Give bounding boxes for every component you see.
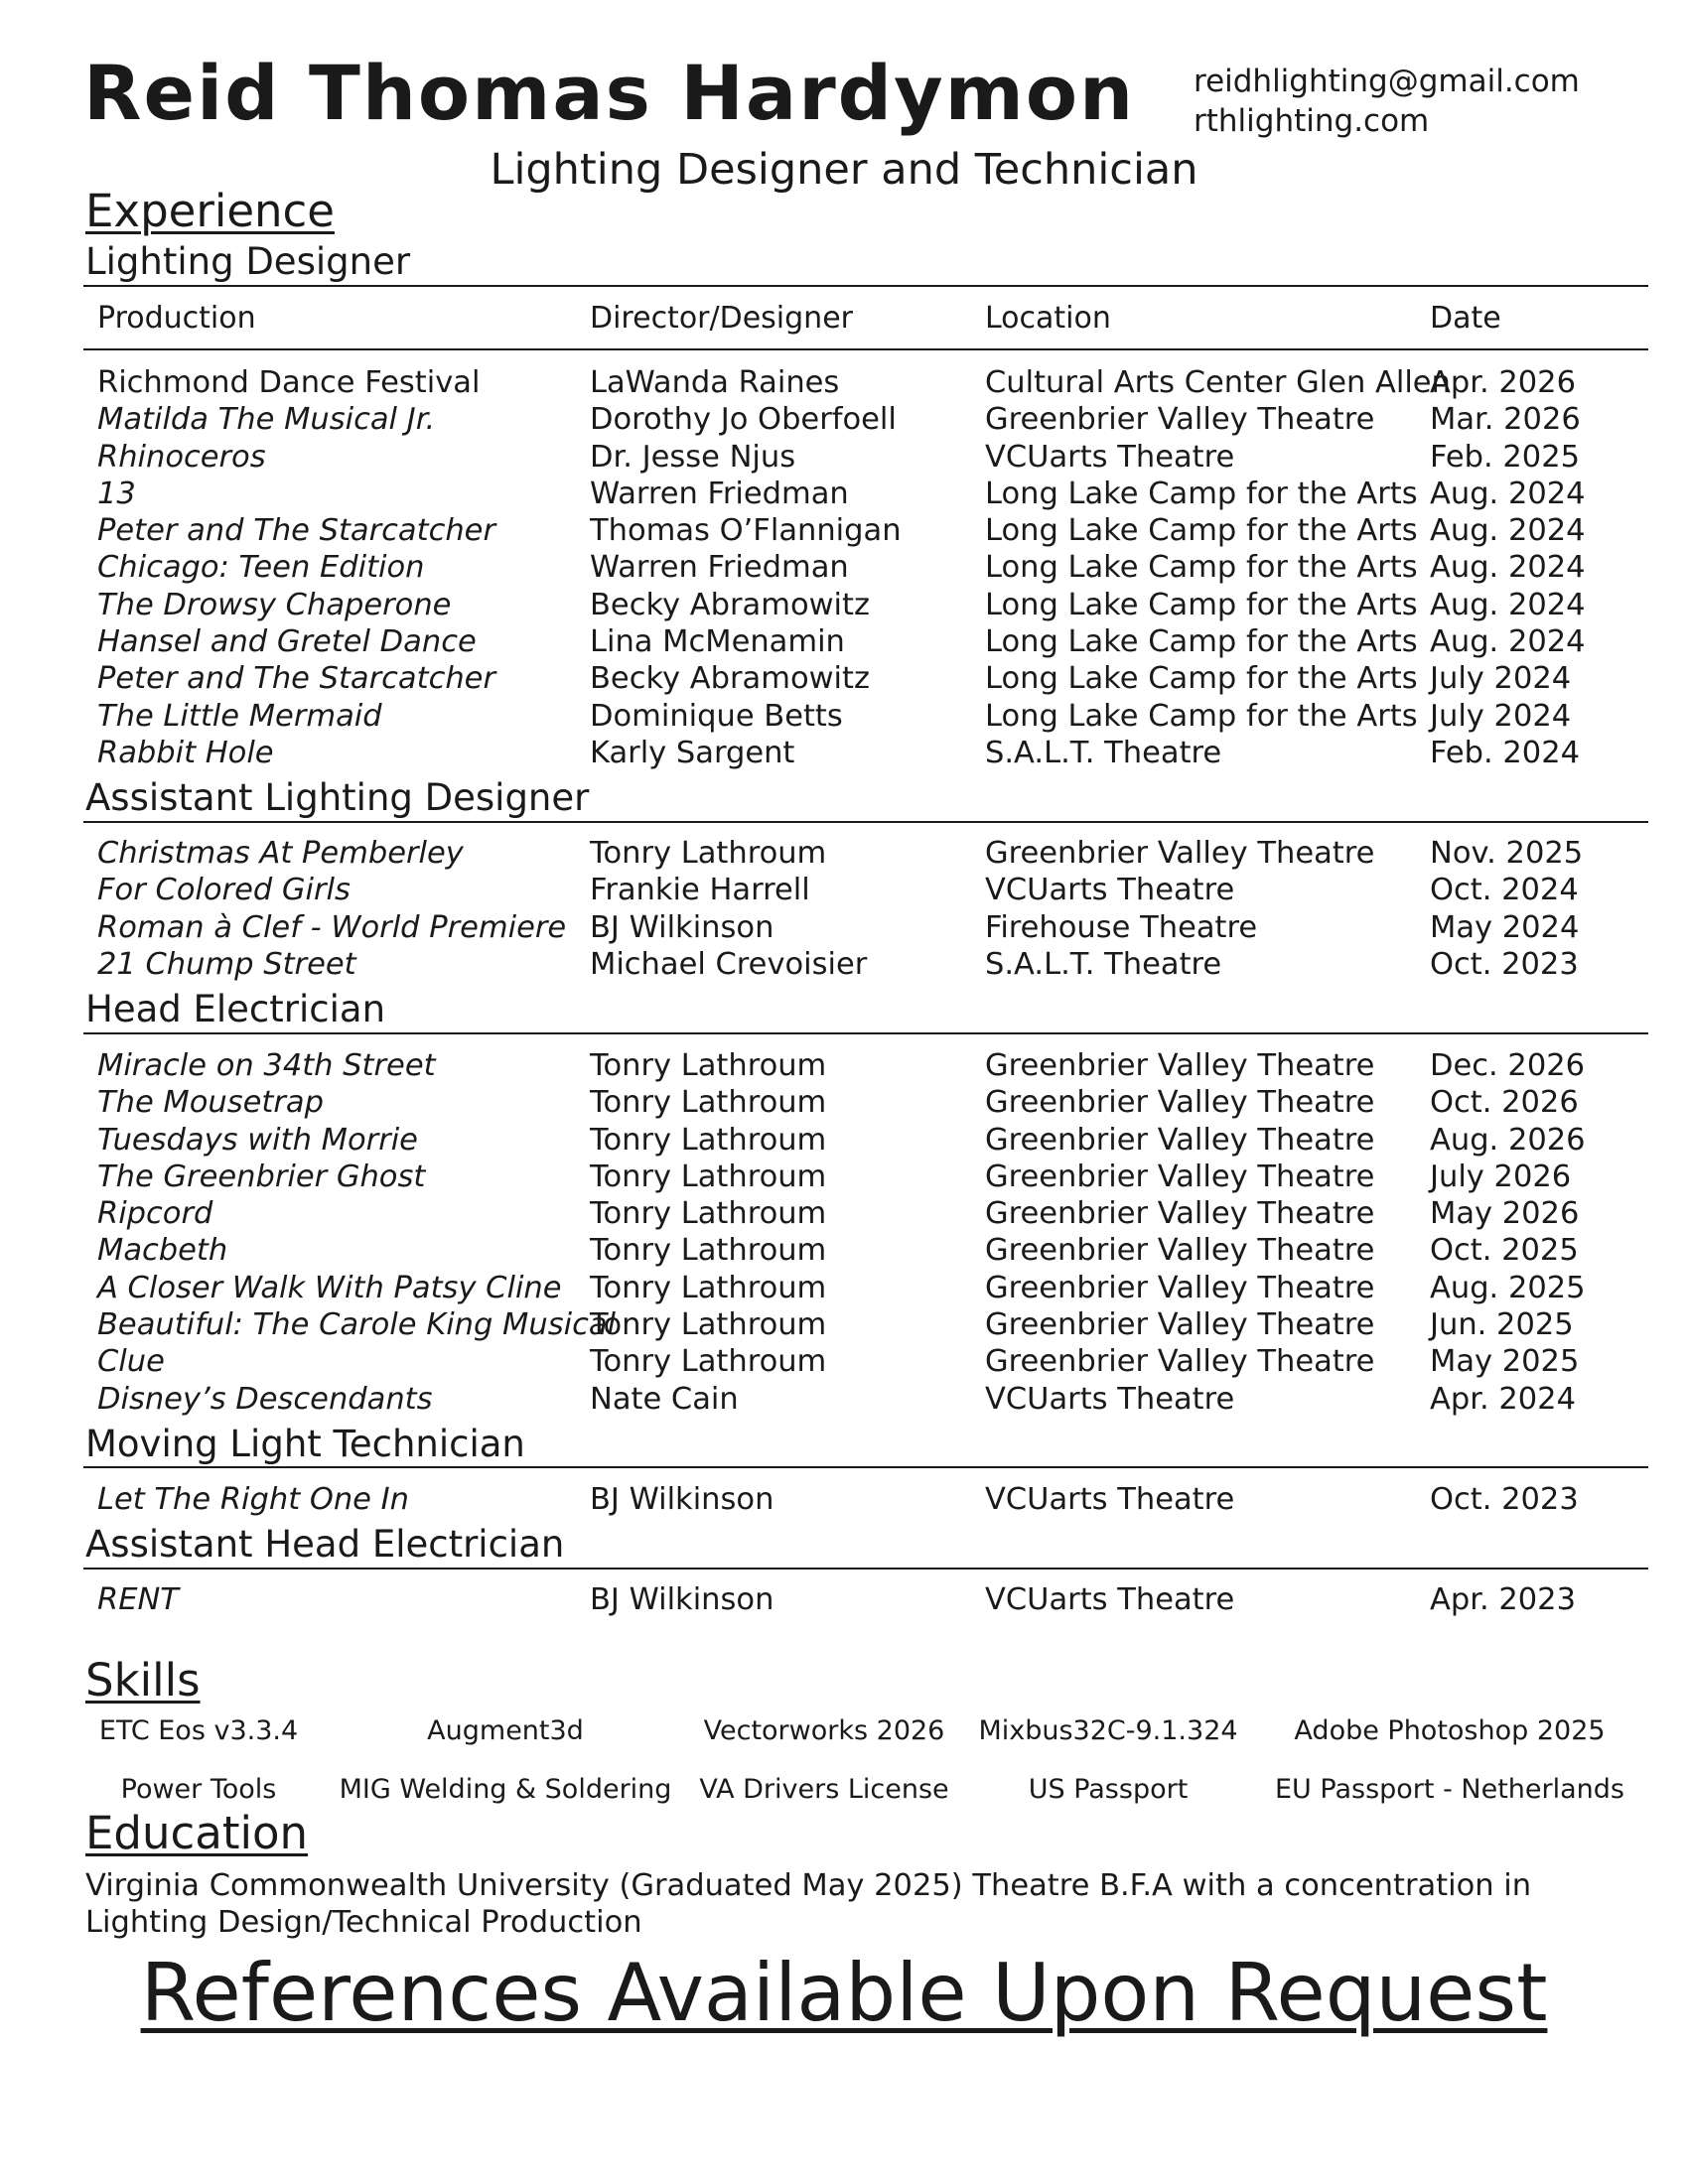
location-cell: Greenbrier Valley Theatre [985, 1159, 1375, 1194]
production-cell: Richmond Dance Festival [97, 365, 481, 400]
table-row [0, 1270, 1688, 1306]
production-cell: The Little Mermaid [97, 698, 382, 734]
director-cell: LaWanda Raines [590, 365, 840, 400]
date-cell: Aug. 2026 [1430, 1122, 1586, 1158]
date-cell: Oct. 2026 [1430, 1085, 1579, 1121]
location-cell: Greenbrier Valley Theatre [985, 1085, 1375, 1121]
column-header-location: Location [985, 301, 1111, 336]
table-row [0, 660, 1688, 697]
table-row [0, 735, 1688, 771]
director-cell: Lina McMenamin [590, 624, 845, 660]
column-header-production: Production [97, 301, 256, 336]
section-title-moving-light-technician: Moving Light Technician [85, 1423, 525, 1465]
date-cell: July 2024 [1430, 698, 1572, 734]
director-cell: Warren Friedman [590, 550, 849, 586]
production-cell: The Greenbrier Ghost [97, 1159, 426, 1194]
table-row [0, 476, 1688, 512]
references-line [0, 1944, 1688, 2043]
date-cell: Dec. 2026 [1430, 1048, 1586, 1083]
director-cell: Thomas O’Flannigan [590, 513, 902, 549]
production-cell: Macbeth [97, 1233, 228, 1269]
date-cell: Oct. 2023 [1430, 946, 1579, 982]
location-cell: Long Lake Camp for the Arts [985, 550, 1418, 586]
experience-heading: Experience [85, 185, 335, 237]
table-row [0, 1481, 1688, 1518]
director-cell: Tonry Lathroum [590, 1196, 827, 1232]
skill-item: Vectorworks 2026 [703, 1715, 945, 1746]
table-row [0, 1381, 1688, 1418]
table-row [0, 439, 1688, 476]
director-cell: Dorothy Jo Oberfoell [590, 402, 897, 438]
location-cell: Greenbrier Valley Theatre [985, 1270, 1375, 1305]
section-divider [83, 821, 1648, 823]
location-cell: Long Lake Camp for the Arts [985, 624, 1418, 660]
subtitle-text: Lighting Designer and Technician [490, 145, 1198, 195]
director-cell: Tonry Lathroum [590, 1048, 827, 1083]
table-row [0, 623, 1688, 660]
table-row [0, 872, 1688, 908]
location-cell: Greenbrier Valley Theatre [985, 1196, 1375, 1232]
production-cell: A Closer Walk With Patsy Cline [97, 1270, 562, 1305]
table-moving-light-technician [0, 1481, 1688, 1518]
production-cell: Rabbit Hole [97, 735, 274, 770]
table-head-electrician [0, 1047, 1688, 1418]
website-text: rthlighting.com [1194, 103, 1430, 139]
location-cell: Greenbrier Valley Theatre [985, 1048, 1375, 1083]
director-cell: BJ Wilkinson [590, 909, 774, 945]
table-row [0, 1195, 1688, 1232]
section-divider [83, 285, 1648, 287]
director-cell: Dr. Jesse Njus [590, 439, 796, 475]
production-cell: For Colored Girls [97, 873, 351, 908]
production-cell: Ripcord [97, 1196, 213, 1232]
table-lighting-designer [0, 364, 1688, 771]
date-cell: Aug. 2024 [1430, 624, 1586, 660]
section-divider [83, 1568, 1648, 1570]
skill-item: Adobe Photoshop 2025 [1294, 1715, 1606, 1746]
header-divider [83, 348, 1648, 350]
location-cell: VCUarts Theatre [985, 1381, 1235, 1417]
date-cell: Nov. 2025 [1430, 836, 1584, 871]
skill-item: Augment3d [427, 1715, 584, 1746]
production-cell: Rhinoceros [97, 439, 266, 475]
director-cell: Nate Cain [590, 1381, 739, 1417]
section-title-assistant-head-electrician: Assistant Head Electrician [85, 1523, 565, 1566]
production-cell: Hansel and Gretel Dance [97, 624, 477, 660]
references-text: References Available Upon Request [140, 1947, 1548, 2039]
director-cell: Michael Crevoisier [590, 946, 868, 982]
production-cell: Tuesdays with Morrie [97, 1122, 418, 1158]
location-cell: VCUarts Theatre [985, 873, 1235, 908]
table-row [0, 909, 1688, 946]
table-row [0, 1581, 1688, 1618]
production-cell: Roman à Clef - World Premiere [97, 909, 567, 945]
director-cell: Tonry Lathroum [590, 1307, 827, 1343]
table-row [0, 1159, 1688, 1195]
table-row [0, 1122, 1688, 1159]
location-cell: Long Lake Camp for the Arts [985, 698, 1418, 734]
table-row [0, 698, 1688, 735]
director-cell: Tonry Lathroum [590, 1344, 827, 1380]
production-cell: The Mousetrap [97, 1085, 324, 1121]
production-cell: Peter and The Starcatcher [97, 661, 495, 697]
director-cell: BJ Wilkinson [590, 1482, 774, 1517]
production-cell: 13 [97, 476, 136, 511]
director-cell: Karly Sargent [590, 735, 795, 770]
location-cell: Greenbrier Valley Theatre [985, 402, 1375, 438]
production-cell: Matilda The Musical Jr. [97, 402, 436, 438]
date-cell: Apr. 2024 [1430, 1381, 1576, 1417]
date-cell: May 2025 [1430, 1344, 1580, 1380]
date-cell: Apr. 2023 [1430, 1582, 1576, 1617]
director-cell: Frankie Harrell [590, 873, 810, 908]
location-cell: Greenbrier Valley Theatre [985, 1122, 1375, 1158]
director-cell: Becky Abramowitz [590, 587, 870, 622]
education-text: Virginia Commonwealth University (Graduated May 2025) Theatre B.F.A with a concentration in Lighting Design/Technical Production [85, 1868, 1532, 1940]
date-cell: Oct. 2023 [1430, 1482, 1579, 1517]
production-cell: RENT [97, 1582, 179, 1617]
date-cell: Aug. 2024 [1430, 550, 1586, 586]
skill-item: Power Tools [120, 1774, 277, 1805]
date-cell: Apr. 2026 [1430, 365, 1576, 400]
location-cell: Greenbrier Valley Theatre [985, 1344, 1375, 1380]
production-cell: Miracle on 34th Street [97, 1048, 436, 1083]
date-cell: May 2024 [1430, 909, 1580, 945]
location-cell: Long Lake Camp for the Arts [985, 661, 1418, 697]
director-cell: Tonry Lathroum [590, 1233, 827, 1269]
table-row [0, 1084, 1688, 1121]
table-assistant-lighting-designer [0, 835, 1688, 983]
table-row [0, 835, 1688, 872]
director-cell: Dominique Betts [590, 698, 843, 734]
skills-heading: Skills [85, 1654, 201, 1706]
table-row [0, 364, 1688, 401]
production-cell: Peter and The Starcatcher [97, 513, 495, 549]
production-cell: Christmas At Pemberley [97, 836, 464, 871]
location-cell: S.A.L.T. Theatre [985, 946, 1222, 982]
date-cell: Aug. 2024 [1430, 476, 1586, 511]
location-cell: Firehouse Theatre [985, 909, 1258, 945]
section-divider [83, 1466, 1648, 1468]
table-assistant-head-electrician [0, 1581, 1688, 1618]
table-row [0, 512, 1688, 549]
date-cell: Aug. 2024 [1430, 587, 1586, 622]
location-cell: Greenbrier Valley Theatre [985, 1233, 1375, 1269]
location-cell: VCUarts Theatre [985, 1482, 1235, 1517]
date-cell: Feb. 2024 [1430, 735, 1581, 770]
column-header-date: Date [1430, 301, 1501, 336]
table-row [0, 401, 1688, 438]
location-cell: Greenbrier Valley Theatre [985, 1307, 1375, 1343]
table-row [0, 1047, 1688, 1084]
production-cell: Clue [97, 1344, 165, 1380]
director-cell: BJ Wilkinson [590, 1582, 774, 1617]
date-cell: July 2026 [1430, 1159, 1572, 1194]
director-cell: Tonry Lathroum [590, 1085, 827, 1121]
production-cell: Beautiful: The Carole King Musical [97, 1307, 616, 1343]
date-cell: Aug. 2024 [1430, 513, 1586, 549]
date-cell: Jun. 2025 [1430, 1307, 1574, 1343]
skill-item: VA Drivers License [699, 1774, 949, 1805]
date-cell: Oct. 2025 [1430, 1233, 1579, 1269]
location-cell: VCUarts Theatre [985, 1582, 1235, 1617]
location-cell: Long Lake Camp for the Arts [985, 476, 1418, 511]
location-cell: VCUarts Theatre [985, 439, 1235, 475]
table-row [0, 1343, 1688, 1380]
director-cell: Tonry Lathroum [590, 836, 827, 871]
location-cell: Greenbrier Valley Theatre [985, 836, 1375, 871]
date-cell: May 2026 [1430, 1196, 1580, 1232]
section-title-assistant-lighting-designer: Assistant Lighting Designer [85, 776, 590, 819]
column-header-director: Director/Designer [590, 301, 853, 336]
skill-item: Mixbus32C-9.1.324 [978, 1715, 1238, 1746]
date-cell: July 2024 [1430, 661, 1572, 697]
resume-name: Reid Thomas Hardymon [83, 49, 1136, 137]
skill-item: MIG Welding & Soldering [339, 1774, 672, 1805]
location-cell: Cultural Arts Center Glen Allen [985, 365, 1451, 400]
director-cell: Warren Friedman [590, 476, 849, 511]
date-cell: Aug. 2025 [1430, 1270, 1586, 1305]
production-cell: Chicago: Teen Edition [97, 550, 425, 586]
contact-block [1194, 62, 1580, 141]
date-cell: Feb. 2025 [1430, 439, 1581, 475]
table-row [0, 587, 1688, 623]
table-row [0, 946, 1688, 983]
table-row [0, 549, 1688, 586]
production-cell: 21 Chump Street [97, 946, 356, 982]
director-cell: Becky Abramowitz [590, 661, 870, 697]
section-title-head-electrician: Head Electrician [85, 988, 386, 1030]
date-cell: Oct. 2024 [1430, 873, 1579, 908]
skill-item: ETC Eos v3.3.4 [98, 1715, 299, 1746]
email-text: reidhlighting@gmail.com [1194, 64, 1580, 99]
table-row [0, 1232, 1688, 1269]
skill-item: EU Passport - Netherlands [1275, 1774, 1624, 1805]
section-title-lighting-designer: Lighting Designer [85, 240, 411, 283]
table-row [0, 1306, 1688, 1343]
date-cell: Mar. 2026 [1430, 402, 1581, 438]
section-divider [83, 1032, 1648, 1034]
director-cell: Tonry Lathroum [590, 1122, 827, 1158]
location-cell: Long Lake Camp for the Arts [985, 587, 1418, 622]
skill-item: US Passport [1028, 1774, 1189, 1805]
production-cell: The Drowsy Chaperone [97, 587, 452, 622]
director-cell: Tonry Lathroum [590, 1270, 827, 1305]
production-cell: Let The Right One In [97, 1482, 409, 1517]
director-cell: Tonry Lathroum [590, 1159, 827, 1194]
production-cell: Disney’s Descendants [97, 1381, 433, 1417]
location-cell: S.A.L.T. Theatre [985, 735, 1222, 770]
education-heading: Education [85, 1807, 309, 1859]
location-cell: Long Lake Camp for the Arts [985, 513, 1418, 549]
